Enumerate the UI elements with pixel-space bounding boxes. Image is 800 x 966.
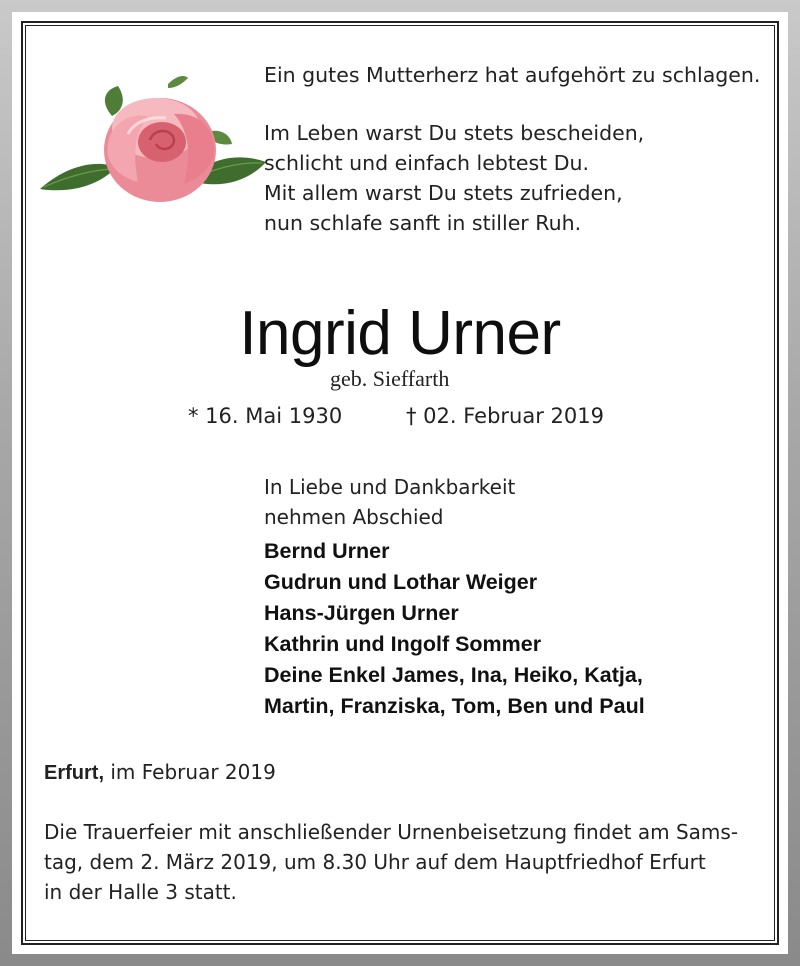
farewell-line: In Liebe und Dankbarkeit (264, 475, 516, 499)
poem-line: Mit allem warst Du stets zufrieden, (264, 181, 623, 205)
rose-icon (38, 72, 268, 212)
notice-line: Die Trauerfeier mit anschließender Urnenbeisetzung findet am Sams- (44, 820, 739, 844)
deceased-name: Ingrid Urner (239, 299, 561, 368)
mourner-name: Gudrun und Lothar Weiger (264, 570, 538, 594)
mourner-name: Martin, Franziska, Tom, Ben und Paul (264, 694, 645, 718)
place-date (44, 760, 276, 785)
sepal (168, 76, 188, 88)
funeral-notice (44, 817, 764, 907)
poem-opening: Ein gutes Mutterherz hat aufgehört zu schlagen. (264, 63, 761, 87)
farewell-line: nehmen Abschied (264, 505, 444, 529)
birth-date: * 16. Mai 1930 (188, 404, 343, 428)
mourner-name: Hans-Jürgen Urner (264, 601, 459, 625)
poem-line: Im Leben warst Du stets bescheiden, (264, 121, 645, 145)
poem-line: schlicht und einfach lebtest Du. (264, 151, 590, 175)
notice-line: in der Halle 3 statt. (44, 880, 237, 904)
mourner-name: Kathrin und Ingolf Sommer (264, 632, 542, 656)
leaf-left (40, 164, 116, 190)
poem-line: nun schlafe sanft in stiller Ruh. (264, 211, 582, 235)
death-date: † 02. Februar 2019 (406, 404, 604, 428)
place-month: im Februar 2019 (110, 760, 276, 784)
mourners-list (264, 536, 764, 722)
mourner-name: Deine Enkel James, Ina, Heiko, Katja, (264, 663, 643, 687)
poem-block (264, 60, 774, 238)
mourner-name: Bernd Urner (264, 539, 390, 563)
farewell-text (264, 472, 744, 532)
rose-center (138, 122, 186, 162)
notice-line: tag, dem 2. März 2019, um 8.30 Uhr auf dem Hauptfriedhof Erfurt (44, 850, 706, 874)
maiden-name: geb. Sieffarth (330, 366, 450, 391)
place-city: Erfurt, (44, 762, 104, 784)
obituary-card (12, 12, 788, 954)
